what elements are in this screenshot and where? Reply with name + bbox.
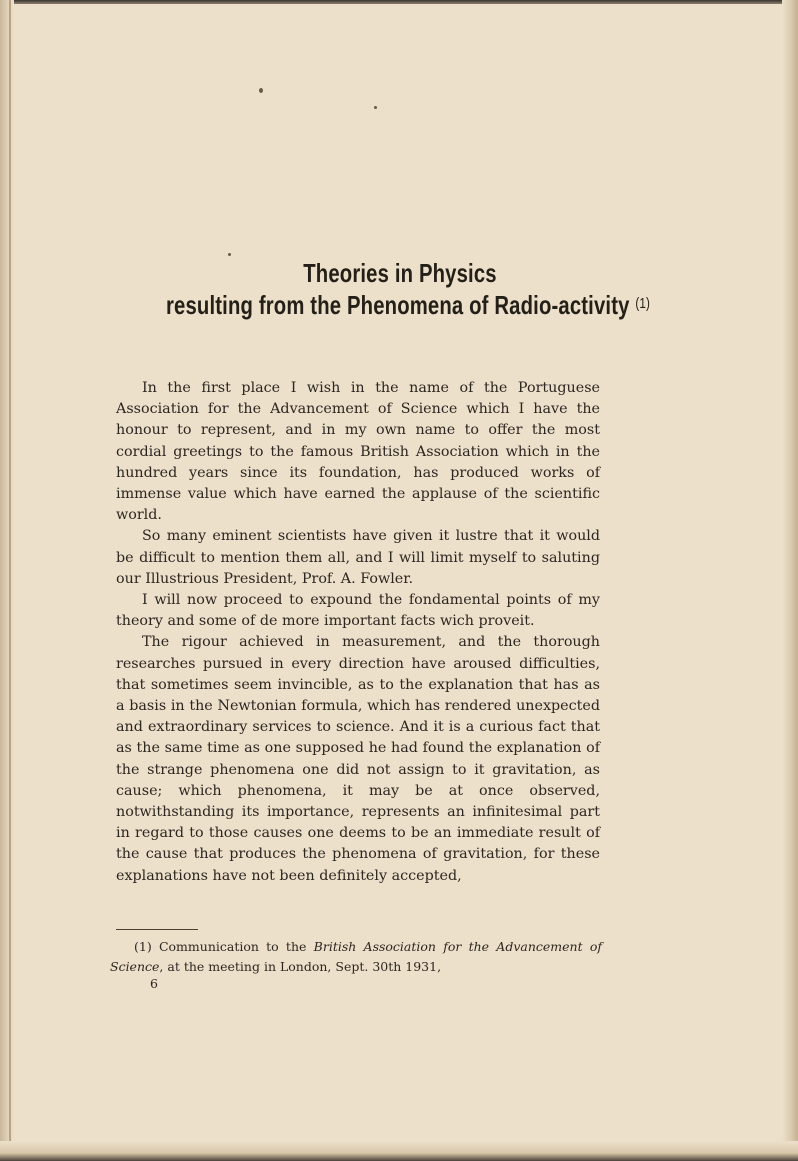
paper-speck: [374, 106, 377, 109]
title-text: Theories in Physics: [303, 258, 497, 288]
body-text: [116, 378, 600, 887]
footnote-text-end: , at the meeting in London, Sept. 30th 1931,: [159, 959, 442, 974]
paragraph: The rigour achieved in measurement, and the thorough researches pursued in every direction have aroused difficulties, that sometimes seem invincible, as to the explanation that has as a basis in the Newtonian formula, which has rendered unexpected and extraordinary services to science. And it is a curious fact that as the same time as one supposed he had found the explanation of the strange phenomena one did not assign to it gravitation, as cause; which phenomena, it may be at once observed, notwithstanding its importance, represents an infinitesimal part in regard to those causes one deems to be an immediate result of the cause that produces the phenomena of gravitation, for these explanations have not been definitely accepted,: [116, 634, 600, 884]
footnote-marker: (1): [134, 939, 152, 954]
page-binding-crease: [9, 0, 11, 1161]
paper-speck: [228, 253, 231, 256]
article-title-line-2: [166, 290, 651, 321]
page-top-edge: [0, 0, 798, 4]
page-number: 6: [150, 976, 158, 991]
page-bottom-edge: [0, 1141, 798, 1161]
paragraph: In the first place I wish in the name of the Portuguese Association for the Advancement of Science which I have the honour to represent, and in my own name to offer the most cordial greetings to the famous British Association which in the hundred years since its foundation, has produced works of immense value which have earned the applause of the scientific world.: [116, 380, 600, 524]
article-title-line-1: [166, 258, 634, 289]
page-right-edge: [782, 0, 798, 1161]
footnote: [110, 937, 602, 977]
footnote-reference: (1): [635, 295, 651, 312]
paragraph: I will now proceed to expound the fondamental points of my theory and some of de more important facts wich proveit.: [116, 592, 600, 630]
footnote-italic-text: British Association for the Advancement of Science: [110, 939, 603, 974]
footnote-text: Communication to the: [158, 939, 307, 954]
paper-speck: [259, 88, 263, 93]
footnote-rule: [116, 929, 198, 930]
title-text: resulting from the Phenomena of Radio-activity: [166, 290, 630, 320]
page-left-edge: [0, 0, 14, 1161]
paragraph: So many eminent scientists have given it lustre that it would be difficult to mention them all, and I will limit myself to saluting our Illustrious President, Prof. A. Fowler.: [116, 528, 600, 587]
